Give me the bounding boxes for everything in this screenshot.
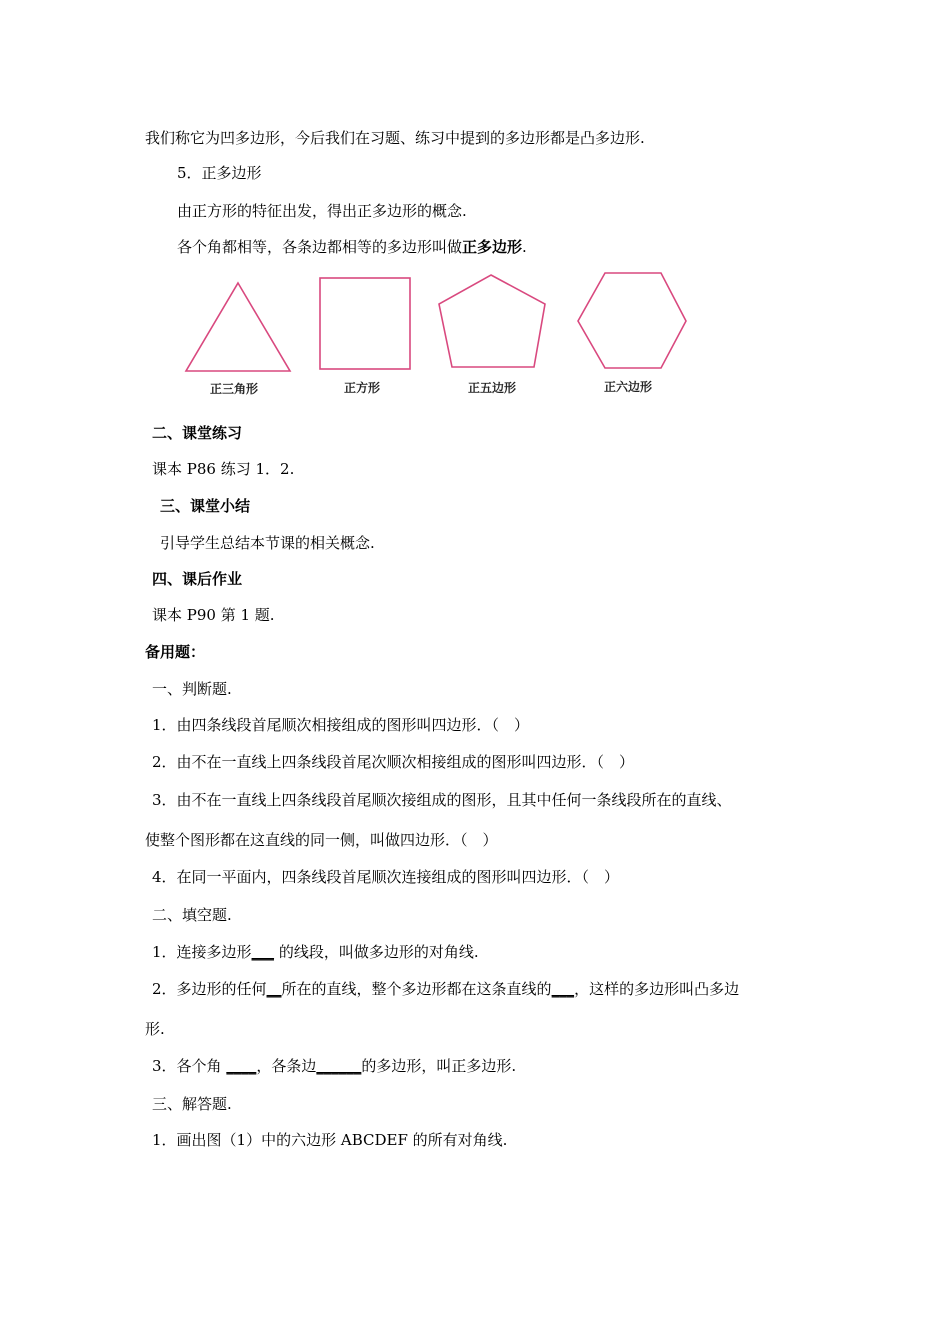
fill-q3-text-c: 的多边形，叫正多边形. (361, 1057, 517, 1075)
regular-polygons-figure (170, 265, 710, 405)
section4-title: 四、课后作业 (152, 570, 243, 588)
fill-q3-blank-2: ______ (316, 1057, 362, 1075)
section2-title: 二、课堂练习 (152, 424, 243, 442)
regular-hexagon-shape (578, 273, 686, 368)
triangle-label: 正三角形 (210, 382, 259, 396)
section5-paragraph-1: 由正方形的特征出发，得出正多边形的概念. (177, 202, 467, 220)
regular-triangle-shape (186, 283, 290, 371)
fill-q3-text-a: 3．各个角 (152, 1057, 227, 1075)
fill-q1-blank: ___ (251, 943, 275, 961)
pentagon-label: 正五边形 (468, 381, 517, 395)
hexagon-label: 正六边形 (604, 380, 653, 394)
regular-polygon-term: 正多边形 (462, 238, 523, 256)
part1-title: 一、判断题. (152, 680, 232, 698)
fill-question-2-line2: 形. (145, 1020, 165, 1038)
judge-question-1: 1．由四条线段首尾顺次相接组成的图形叫四边形．（ ） (152, 716, 530, 734)
judge-question-3-line2: 使整个图形都在这直线的同一侧，叫做四边形．（ ） (145, 831, 498, 849)
section4-body: 课本 P90 第 1 题. (152, 606, 275, 624)
part3-title: 三、解答题. (152, 1095, 232, 1113)
fill-q2-blank-2: ___ (551, 980, 575, 998)
judge-question-2: 2．由不在一直线上四条线段首尾次顺次相接组成的图形叫四边形．（ ） (152, 753, 635, 771)
regular-pentagon-shape (439, 275, 545, 367)
square-label: 正方形 (344, 381, 381, 395)
square-shape (320, 278, 410, 369)
definition-text: 各个角都相等，各条边都相等的多边形叫做 (177, 238, 463, 256)
fill-q2-text-b: 所在的直线，整个多边形都在这条直线的 (281, 980, 552, 998)
fill-q3-blank-1: ____ (226, 1057, 257, 1075)
section5-title: 5．正多边形 (177, 164, 262, 182)
section3-title: 三、课堂小结 (160, 497, 251, 515)
backup-title: 备用题： (145, 643, 206, 661)
judge-question-4: 4．在同一平面内，四条线段首尾顺次连接组成的图形叫四边形．（ ） (152, 868, 620, 886)
fill-question-3 (152, 1056, 516, 1076)
fill-q1-text-a: 1．连接多边形 (152, 943, 252, 961)
intro-text: 我们称它为凹多边形，今后我们在习题、练习中提到的多边形都是凸多边形. (145, 129, 645, 147)
fill-q2-text-c: ，这样的多边形叫凸多边 (574, 980, 740, 998)
fill-question-2-line1 (152, 979, 739, 999)
fill-q2-text-a: 2．多边形的任何 (152, 980, 267, 998)
fill-q3-text-b: ，各条边 (256, 1057, 317, 1075)
definition-end: . (522, 238, 527, 256)
fill-q2-blank-1: __ (266, 980, 282, 998)
section3-body: 引导学生总结本节课的相关概念. (160, 534, 375, 552)
section5-paragraph-2 (177, 237, 527, 257)
fill-q1-text-b: 的线段，叫做多边形的对角线. (274, 943, 479, 961)
part2-title: 二、填空题. (152, 906, 232, 924)
fill-question-1 (152, 942, 479, 962)
section2-body: 课本 P86 练习 1．2. (152, 460, 295, 478)
judge-question-3-line1: 3．由不在一直线上四条线段首尾顺次接组成的图形，且其中任何一条线段所在的直线、 (152, 791, 732, 809)
solve-question-1: 1．画出图（1）中的六边形 ABCDEF 的所有对角线. (152, 1131, 508, 1149)
